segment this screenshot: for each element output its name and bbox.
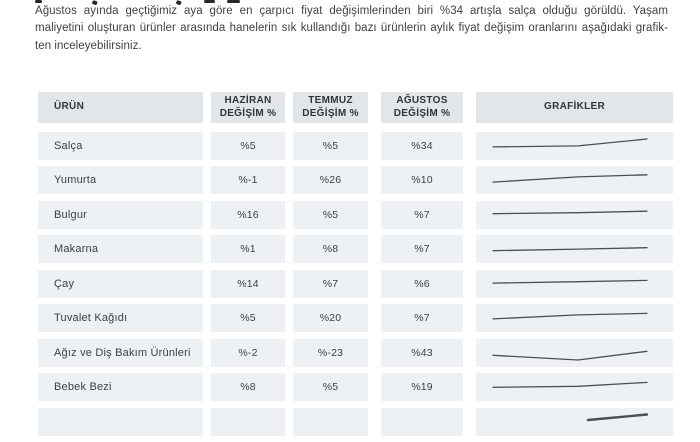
header-label: HAZİRAN	[224, 95, 272, 106]
august-change-cell: %6	[381, 270, 463, 298]
header-cell-charts	[476, 92, 673, 123]
sparkline-cell	[476, 270, 673, 298]
header-cell-june	[211, 92, 285, 123]
august-change-cell	[381, 408, 463, 436]
august-change-cell: %7	[381, 304, 463, 332]
header-label: DEĞİŞİM %	[302, 107, 359, 119]
product-name: Makarna	[54, 243, 99, 255]
table-row	[38, 373, 673, 401]
sparkline-chart	[476, 235, 673, 263]
sparkline-cell	[476, 408, 673, 436]
august-change-cell: %10	[381, 166, 463, 194]
june-change-cell: %5	[211, 132, 285, 160]
sparkline-chart	[476, 339, 673, 367]
sparkline-chart	[476, 166, 673, 194]
header-label: GRAFİKLER	[543, 101, 606, 113]
sparkline-cell	[476, 373, 673, 401]
july-change-cell: %-23	[293, 339, 368, 367]
table-row	[38, 270, 673, 298]
august-change-cell: %43	[381, 339, 463, 367]
july-change-cell: %5	[293, 201, 368, 229]
table-row	[38, 304, 673, 332]
header-label: DEĞİŞİM %	[393, 107, 451, 119]
july-change-cell: %5	[293, 373, 368, 401]
header-label: DEĞİŞİM %	[219, 107, 277, 119]
intro-line: ten inceleyebilirsiniz.	[35, 39, 142, 52]
product-name-cell	[38, 304, 203, 332]
sparkline-cell	[476, 304, 673, 332]
june-change-cell: %16	[211, 201, 285, 229]
header-cell-product	[38, 92, 203, 123]
june-change-cell: %5	[211, 304, 285, 332]
table-row	[38, 339, 673, 367]
product-name-cell	[38, 235, 203, 263]
july-change-cell: %20	[293, 304, 368, 332]
table-row-partial	[38, 408, 673, 436]
sparkline-chart	[476, 201, 673, 229]
july-change-cell	[293, 408, 368, 436]
product-name: Yumurta	[54, 174, 97, 186]
intro-line: maliyetini oluşturan ürünler arasında hanelerin sık kullandığı bazı ürünlerin aylık fiyat değişim oranlarını aşağıdaki grafik-	[35, 22, 668, 35]
product-name-cell	[38, 201, 203, 229]
july-change-cell: %8	[293, 235, 368, 263]
sparkline-chart	[476, 132, 673, 160]
july-change-cell: %7	[293, 270, 368, 298]
product-name: Bulgur	[54, 208, 87, 221]
header-cell-july	[293, 92, 368, 123]
june-change-cell: %8	[211, 373, 285, 401]
sparkline-cell	[476, 235, 673, 263]
june-change-cell	[211, 408, 285, 436]
sparkline-cell	[476, 166, 673, 194]
header-label: AĞUSTOS	[396, 95, 448, 106]
june-change-cell: %1	[211, 235, 285, 263]
product-name: Salça	[54, 139, 83, 152]
june-change-cell: %-1	[211, 166, 285, 194]
header-cell-august	[381, 92, 463, 123]
product-name: Tuvalet Kağıdı	[54, 312, 128, 324]
product-name-cell	[38, 408, 203, 436]
august-change-cell: %19	[381, 373, 463, 401]
intro-paragraph	[35, 3, 668, 55]
header-label: TEMMUZ	[308, 95, 353, 106]
june-change-cell: %14	[211, 270, 285, 298]
header-label: ÜRÜN	[54, 101, 85, 113]
july-change-cell: %5	[293, 132, 368, 160]
intro-line: Ağustos ayında geçtiğimiz aya göre en çarpıcı fiyat değişimlerinden biri %34 artışla salça olduğu görüldü. Yaşam	[35, 5, 668, 17]
product-name: Bebek Bezi	[54, 381, 112, 393]
july-change-cell: %26	[293, 166, 368, 194]
sparkline-cell	[476, 201, 673, 229]
august-change-cell: %7	[381, 235, 463, 263]
table-row	[38, 201, 673, 229]
table-header-row	[38, 92, 673, 123]
sparkline-chart	[476, 373, 673, 401]
table-row	[38, 166, 673, 194]
table-row	[38, 235, 673, 263]
price-change-table	[38, 92, 673, 442]
table-row	[38, 132, 673, 160]
august-change-cell: %34	[381, 132, 463, 160]
product-name-cell	[38, 166, 203, 194]
sparkline-cell	[476, 132, 673, 160]
product-name: Ağız ve Diş Bakım Ürünleri	[54, 346, 191, 359]
sparkline-chart	[476, 270, 673, 298]
sparkline-cell	[476, 339, 673, 367]
sparkline-chart	[476, 408, 673, 436]
sparkline-chart	[476, 304, 673, 332]
product-name-cell	[38, 373, 203, 401]
product-name-cell	[38, 132, 203, 160]
product-name: Çay	[54, 277, 75, 290]
product-name-cell	[38, 270, 203, 298]
product-name-cell	[38, 339, 203, 367]
june-change-cell: %-2	[211, 339, 285, 367]
august-change-cell: %7	[381, 201, 463, 229]
